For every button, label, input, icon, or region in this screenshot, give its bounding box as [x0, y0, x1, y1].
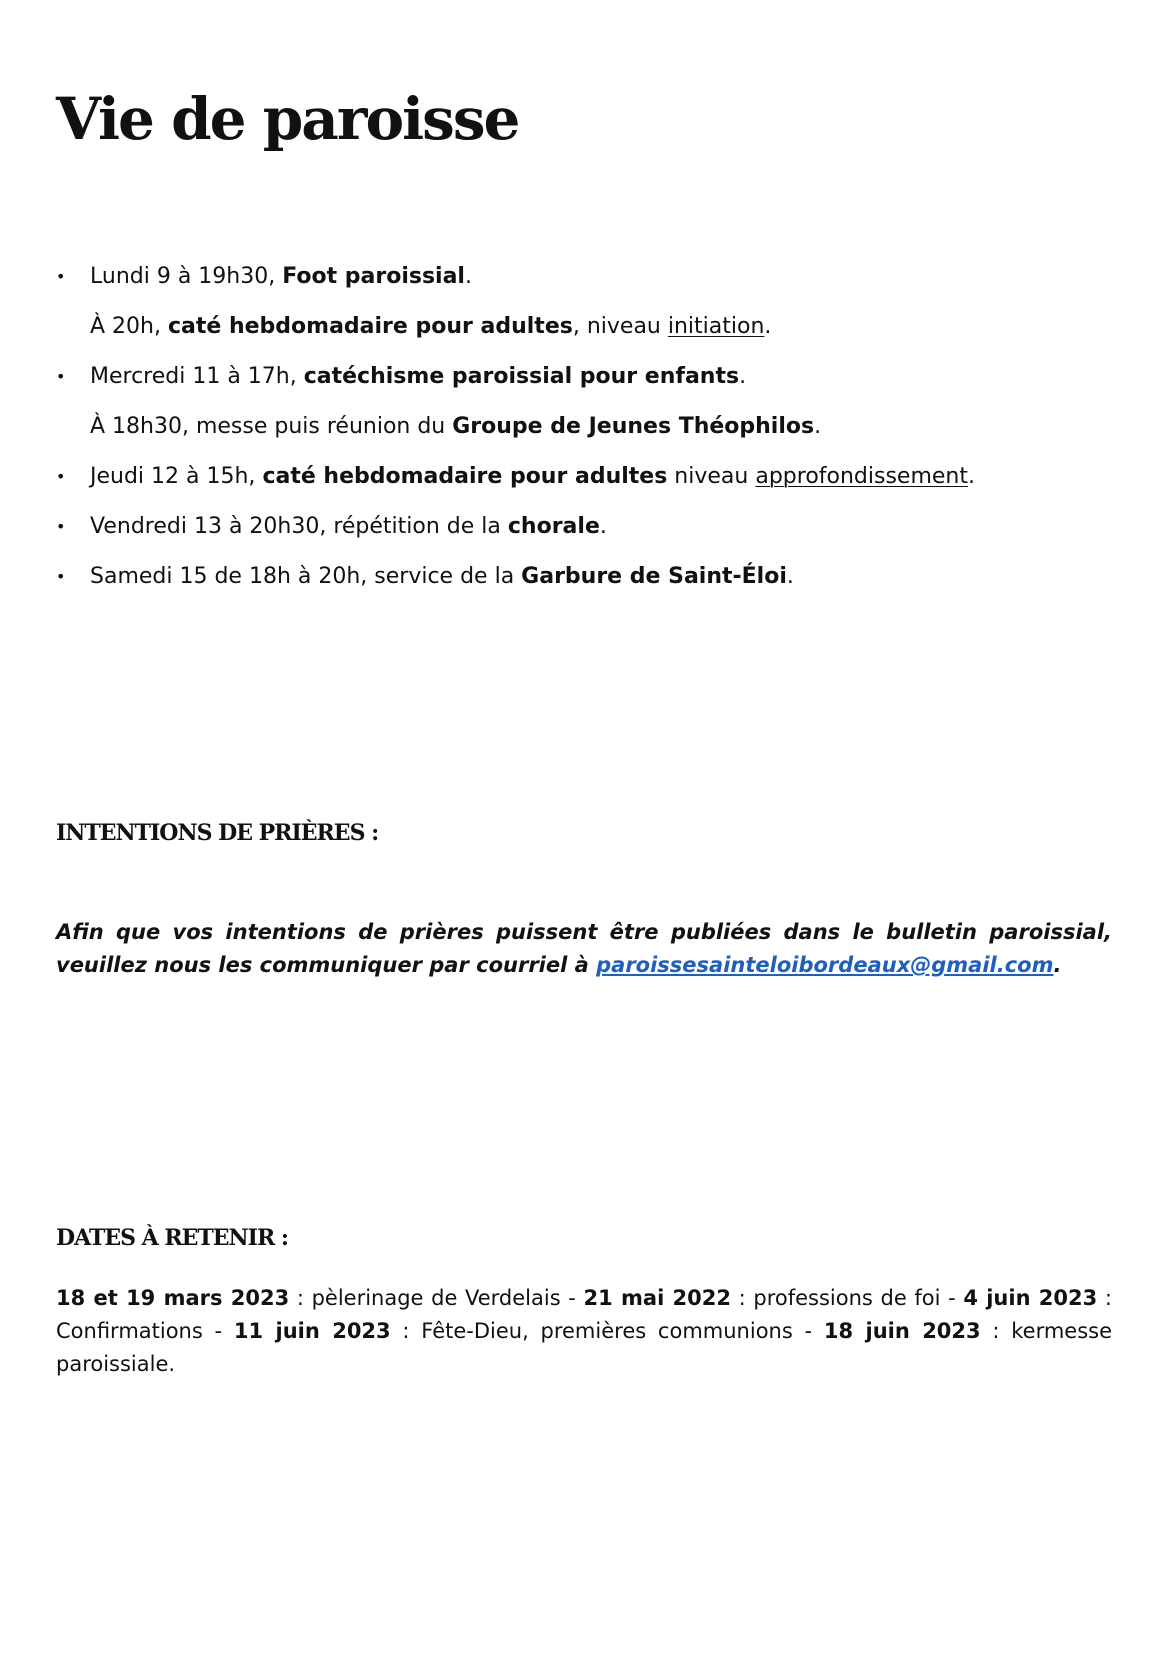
schedule-plain-text: .: [968, 464, 975, 489]
schedule-plain-text: Lundi 9 à 19h30,: [90, 264, 283, 289]
bullet-icon: •: [56, 517, 66, 536]
schedule-line-saturday: [56, 562, 1116, 612]
page-title: Vie de paroisse: [56, 85, 519, 153]
schedule-event-name: caté hebdomadaire pour adultes: [167, 314, 573, 339]
schedule-plain-text: À 20h,: [90, 314, 168, 339]
schedule-line-friday: [56, 512, 1116, 562]
dates-paragraph: [56, 1282, 1112, 1381]
bullet-icon: •: [56, 467, 66, 486]
schedule-plain-text: .: [764, 314, 772, 339]
schedule-level: approfondissement: [755, 464, 968, 489]
schedule-event-name: Groupe de Jeunes Théophilos: [452, 414, 815, 439]
schedule-text: [90, 262, 472, 292]
schedule-event-name: Foot paroissial: [282, 264, 465, 289]
schedule-event-name: catéchisme paroissial pour enfants: [303, 364, 740, 389]
schedule-plain-text: .: [739, 364, 747, 389]
schedule-text: [90, 462, 975, 492]
schedule-plain-text: , niveau: [572, 314, 668, 339]
schedule-text: [90, 362, 746, 392]
schedule-plain-text: Vendredi 13 à 20h30, répétition de la: [90, 514, 508, 539]
date-value: 4 juin 2023: [963, 1286, 1098, 1310]
bullet-icon: •: [56, 567, 66, 586]
schedule-plain-text: .: [786, 564, 794, 589]
schedule-line-monday: [56, 262, 1116, 312]
schedule-line-wednesday-evening: [56, 412, 1116, 462]
schedule-event-name: caté hebdomadaire pour adultes: [262, 464, 668, 489]
weekly-schedule-list: [56, 262, 1116, 612]
schedule-line-monday-evening: [56, 312, 1116, 362]
schedule-line-wednesday: [56, 362, 1116, 412]
schedule-line-thursday: [56, 462, 1116, 512]
bullet-icon: •: [56, 367, 66, 386]
schedule-plain-text: À 18h30, messe puis réunion du: [90, 414, 453, 439]
schedule-event-name: Garbure de Saint-Éloi: [521, 564, 787, 589]
date-description: : Confirmations -: [56, 1286, 1112, 1343]
date-description: : kermesse paroissiale.: [56, 1319, 1113, 1376]
schedule-plain-text: .: [814, 414, 822, 439]
schedule-text: [90, 312, 771, 342]
intentions-end: .: [1053, 953, 1062, 977]
date-value: 18 juin 2023: [823, 1319, 981, 1343]
email-link[interactable]: paroissesainteloibordeaux@gmail.com: [596, 953, 1054, 977]
schedule-event-name: chorale: [507, 514, 600, 539]
dates-heading: DATES À RETENIR :: [56, 1225, 289, 1251]
schedule-text: [90, 562, 794, 592]
schedule-text: [90, 512, 607, 542]
schedule-text: [90, 412, 821, 442]
date-value: 18 et 19 mars 2023: [56, 1286, 290, 1310]
intentions-paragraph: [56, 916, 1112, 982]
schedule-plain-text: Mercredi 11 à 17h,: [90, 364, 304, 389]
schedule-plain-text: Jeudi 12 à 15h,: [90, 464, 263, 489]
schedule-plain-text: .: [464, 264, 472, 289]
intentions-text: Afin que vos intentions de prières puissent être publiées dans le bulletin paroissial, veuillez nous les communiquer par courriel à: [56, 920, 1112, 977]
bullet-icon: •: [56, 267, 66, 286]
date-description: : professions de foi -: [731, 1286, 964, 1310]
date-description: : Fête-Dieu, premières communions -: [390, 1319, 824, 1343]
schedule-plain-text: niveau: [667, 464, 756, 489]
schedule-plain-text: .: [599, 514, 607, 539]
intentions-heading: INTENTIONS DE PRIÈRES :: [56, 820, 379, 846]
date-value: 11 juin 2023: [233, 1319, 391, 1343]
date-description: : pèlerinage de Verdelais -: [289, 1286, 584, 1310]
schedule-plain-text: Samedi 15 de 18h à 20h, service de la: [90, 564, 522, 589]
date-value: 21 mai 2022: [583, 1286, 731, 1310]
schedule-level: initiation: [667, 314, 765, 339]
